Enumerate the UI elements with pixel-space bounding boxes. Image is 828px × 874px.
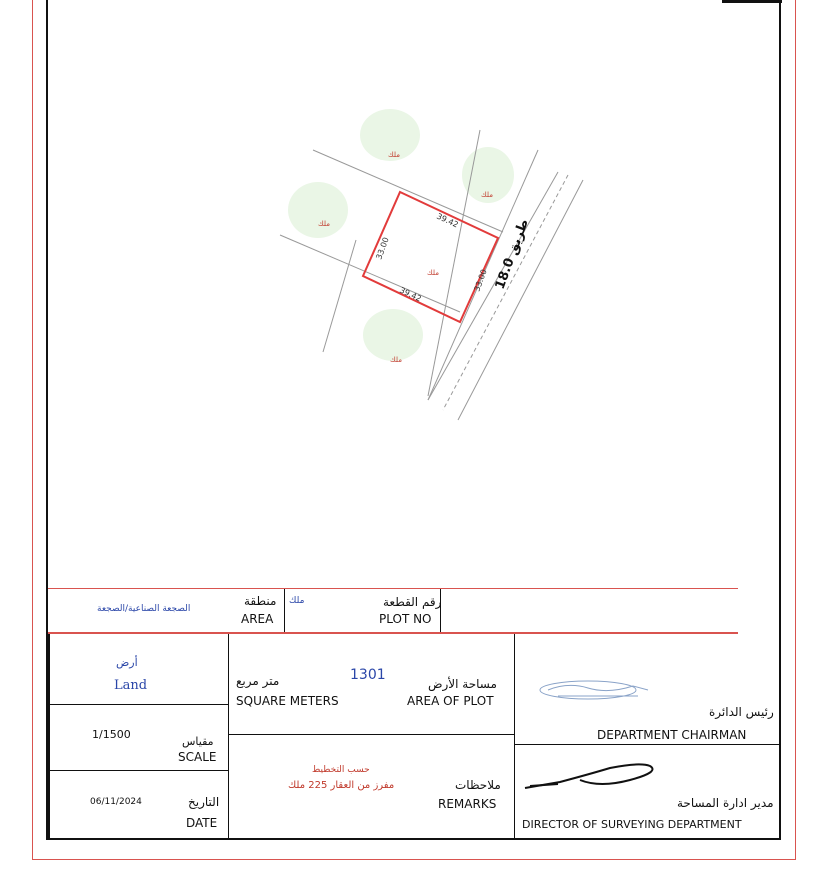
road-edge: [458, 180, 583, 420]
frame-right-edge: [795, 0, 796, 860]
dim-top-label: 39.42: [435, 211, 460, 230]
date-value: 06/11/2024: [90, 797, 142, 807]
neighbour-parcel-bottom: [363, 309, 423, 361]
dim-bottom-label: 39.42: [398, 285, 423, 304]
area-value: الصجعة الصناعية/الصجعة: [97, 604, 191, 614]
table-row-line: [48, 770, 228, 771]
area-label-ar: منطقة: [244, 594, 277, 608]
table-col-divider: [228, 634, 229, 840]
director-label-ar: مدير ادارة المساحة: [677, 796, 774, 810]
parcel-marker: ملك: [481, 191, 493, 199]
remarks-label-ar: ملاحظات: [455, 778, 501, 792]
unit-label-en: SQUARE METERS: [236, 694, 339, 708]
scale-value: 1/1500: [92, 728, 131, 741]
neighbour-parcel-left: [288, 182, 348, 238]
road-centerline: [443, 175, 568, 410]
area-label-en: AREA: [241, 612, 274, 626]
remarks-line-2: مفرز من العقار 225 ملك: [288, 780, 395, 791]
plot-label-ar: رقم القطعة: [383, 595, 442, 609]
header-bottom-line: [48, 632, 738, 634]
dim-right-label: 33.00: [472, 268, 489, 293]
header-top-line: [48, 588, 738, 589]
remarks-label-en: REMARKS: [438, 797, 497, 811]
date-label-ar: التاريخ: [188, 795, 220, 809]
director-signature: [520, 758, 660, 798]
frame-bottom-edge: [32, 859, 796, 860]
chairman-label-ar: رئيس الدائرة: [709, 705, 774, 719]
area-of-plot-label-en: AREA OF PLOT: [407, 694, 494, 708]
director-label-en: DIRECTOR OF SURVEYING DEPARTMENT: [522, 818, 742, 831]
dim-left-label: 33.00: [374, 236, 391, 261]
table-row-line: [514, 744, 779, 745]
frame-left-edge: [32, 0, 33, 860]
table-left-border: [48, 634, 50, 840]
boundary-line: [323, 240, 356, 352]
plot-area-value: 1301: [350, 667, 386, 683]
site-plan-map: [48, 0, 778, 590]
scale-label-en: SCALE: [178, 750, 217, 764]
land-type-en: Land: [114, 678, 148, 693]
parcel-marker: ملك: [318, 220, 330, 228]
remarks-line-1: حسب التخطيط: [312, 765, 370, 775]
table-row-line: [48, 704, 228, 705]
road-label: طريق 18.0: [492, 217, 532, 292]
area-of-plot-label-ar: مساحة الأرض: [428, 677, 497, 691]
header-divider: [284, 589, 285, 632]
unit-label-ar: متر مربع: [236, 674, 280, 688]
parcel-marker: ملك: [427, 269, 439, 277]
chairman-label-en: DEPARTMENT CHAIRMAN: [597, 728, 747, 742]
drawing-frame-bottom: [46, 838, 781, 840]
date-label-en: DATE: [186, 816, 218, 830]
parcel-marker: ملك: [388, 151, 400, 159]
scale-label-ar: مقياس: [182, 735, 214, 748]
table-col-divider: [514, 634, 515, 840]
table-row-line: [228, 734, 514, 735]
chairman-signature: [538, 676, 658, 706]
parcel-marker: ملك: [390, 356, 402, 364]
land-type-ar: أرض: [116, 656, 138, 669]
owner-tag: ملك: [289, 596, 305, 606]
drawing-frame-right: [779, 0, 781, 840]
plot-label-en: PLOT NO: [379, 612, 432, 626]
